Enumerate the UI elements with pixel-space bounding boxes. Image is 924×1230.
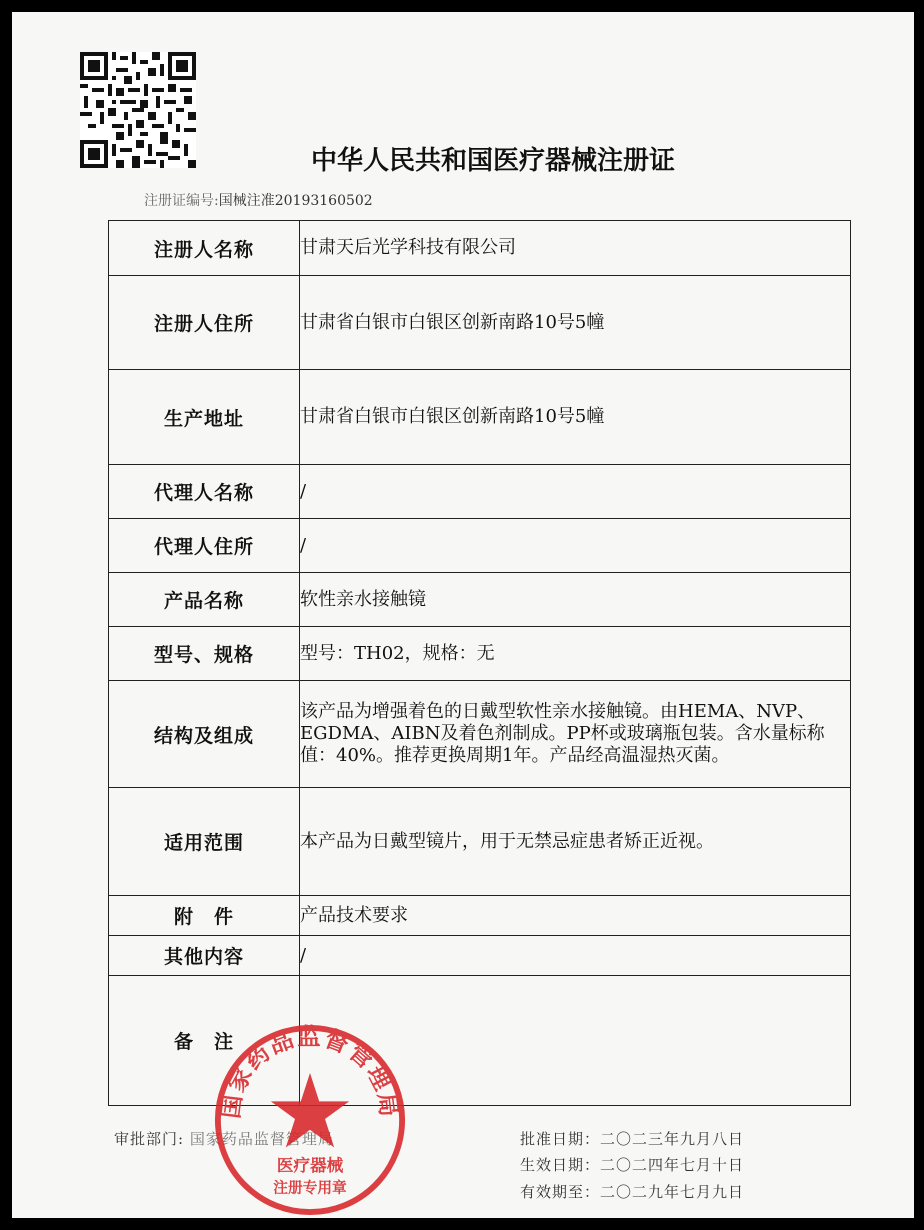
star-icon — [271, 1073, 349, 1147]
row-label: 型号、规格 — [109, 627, 300, 681]
approver-value: 国家药品监督管理局 — [189, 1130, 334, 1148]
table-row — [109, 627, 851, 681]
registration-number — [144, 190, 373, 210]
row-value: / — [300, 465, 851, 519]
row-label: 其他内容 — [109, 936, 300, 976]
registration-number-label: 注册证编号: — [144, 193, 219, 209]
certificate-page — [12, 12, 914, 1218]
row-value: 型号：TH02，规格：无 — [300, 627, 851, 681]
row-label: 产品名称 — [109, 573, 300, 627]
row-value: / — [300, 519, 851, 573]
row-label: 注册人住所 — [109, 276, 300, 370]
row-value: 产品技术要求 — [300, 896, 851, 936]
row-label: 注册人名称 — [109, 221, 300, 276]
row-label: 代理人住所 — [109, 519, 300, 573]
table-row — [109, 276, 851, 370]
effective-date: 生效日期：二〇二四年七月十日 — [520, 1156, 745, 1174]
row-label: 适用范围 — [109, 788, 300, 896]
seal-inner-line1: 医疗器械 — [276, 1155, 344, 1175]
table-row — [109, 519, 851, 573]
row-value: 本产品为日戴型镜片，用于无禁忌症患者矫正近视。 — [300, 788, 851, 896]
seal-outer-text: 国家药品监督管理局 — [216, 1022, 404, 1121]
row-label: 结构及组成 — [109, 681, 300, 788]
row-label: 附 件 — [109, 896, 300, 936]
row-value: 甘肃省白银市白银区创新南路10号5幢 — [300, 276, 851, 370]
table-row — [109, 465, 851, 519]
seal-inner-line2: 注册专用章 — [273, 1179, 347, 1197]
certificate-table — [108, 220, 851, 1106]
registration-number-value: 国械注准20193160502 — [218, 193, 373, 209]
table-row — [109, 896, 851, 936]
row-label: 生产地址 — [109, 370, 300, 465]
document-title: 中华人民共和国医疗器械注册证 — [310, 146, 675, 176]
official-seal — [212, 1022, 408, 1218]
row-value: 软性亲水接触镜 — [300, 573, 851, 627]
table-row — [109, 936, 851, 976]
row-value: 甘肃省白银市白银区创新南路10号5幢 — [300, 370, 851, 465]
approver-label: 审批部门: — [114, 1130, 185, 1148]
table-row — [109, 221, 851, 276]
row-value: 该产品为增强着色的日戴型软性亲水接触镜。由HEMA、NVP、EGDMA、AIBN及着色剂制成。PP杯或玻璃瓶包装。含水量标称值：40%。推荐更换周期1年。产品经高温湿热灭菌。 — [300, 681, 851, 788]
row-label: 代理人名称 — [109, 465, 300, 519]
table-row — [109, 573, 851, 627]
table-row — [109, 370, 851, 465]
table-row — [109, 681, 851, 788]
row-label: 备 注 — [109, 976, 300, 1106]
row-value: / — [300, 936, 851, 976]
table-row — [109, 788, 851, 896]
row-value: 甘肃天后光学科技有限公司 — [300, 221, 851, 276]
valid-until-date: 有效期至：二〇二九年七月九日 — [520, 1183, 745, 1201]
approval-date: 批准日期：二〇二三年九月八日 — [520, 1130, 745, 1148]
